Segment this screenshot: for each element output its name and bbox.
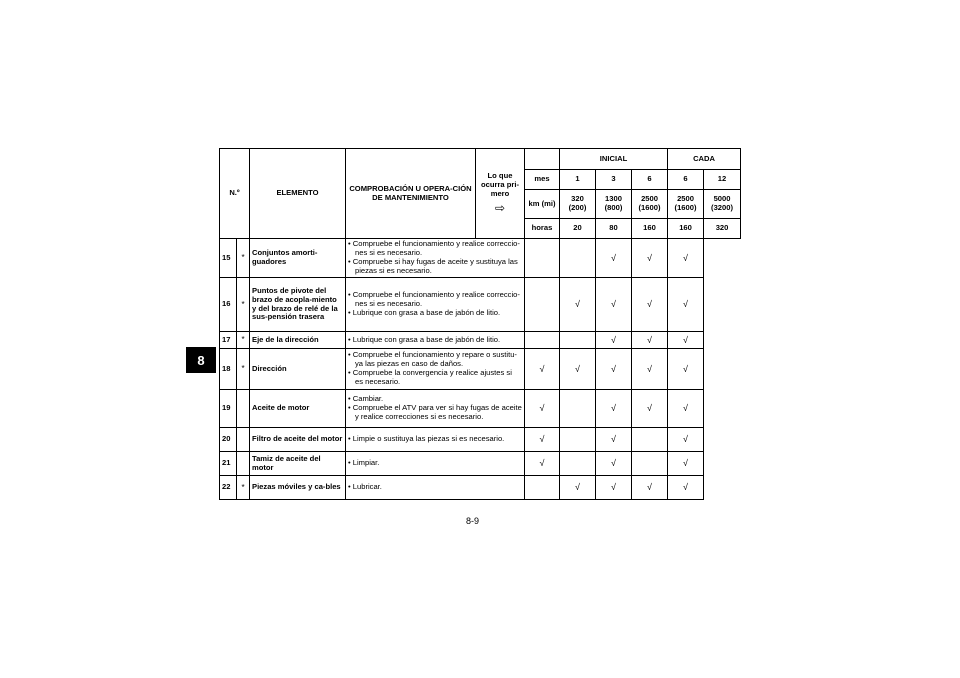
table-row [220,349,741,390]
check-mark: √ [596,390,632,428]
item-number: 21 [220,452,237,476]
check-mark: √ [668,278,704,332]
header-check: COMPROBACIÓN U OPERA-CIÓN DE MANTENIMIENTO [346,149,476,239]
item-element: Dirección [250,349,346,390]
check-mark: √ [632,349,668,390]
interval-value: 12 [704,170,741,190]
check-mark [632,452,668,476]
check-mark: √ [560,278,596,332]
header-first-label: Lo que ocurra pri-mero [481,171,519,198]
header-first [476,149,525,239]
item-actions [346,332,525,349]
action-bullet: • Compruebe el funcionamiento y realice correccio-nes si es necesario. [348,290,520,309]
check-mark [560,239,596,278]
asterisk-mark [237,452,250,476]
item-actions [346,390,525,428]
check-mark: √ [632,476,668,500]
table-row [220,452,741,476]
table-row [220,476,741,500]
table-row [220,428,741,452]
check-mark: √ [596,476,632,500]
interval-value: 1300 (800) [596,190,632,219]
item-element: Aceite de motor [250,390,346,428]
item-number: 17 [220,332,237,349]
check-mark [525,476,560,500]
asterisk-mark [237,428,250,452]
check-mark: √ [596,239,632,278]
item-element: Tamiz de aceite del motor [250,452,346,476]
check-mark [560,332,596,349]
check-mark: √ [596,452,632,476]
check-mark: √ [668,390,704,428]
check-mark: √ [596,332,632,349]
interval-value: 1 [560,170,596,190]
interval-value: 80 [596,219,632,239]
page-number: 8-9 [466,516,480,526]
check-mark [560,390,596,428]
check-mark: √ [525,452,560,476]
check-mark: √ [596,428,632,452]
item-element: Filtro de aceite del motor [250,428,346,452]
unit-label: mes [525,170,560,190]
check-mark: √ [632,278,668,332]
asterisk-mark: * [237,476,250,500]
action-bullet: • Lubricar. [348,482,382,492]
check-mark: √ [560,349,596,390]
check-mark [632,428,668,452]
table-row [220,278,741,332]
unit-label: horas [525,219,560,239]
action-bullet: • Cambiar. [348,394,384,404]
action-bullet: • Limpie o sustituya las piezas si es necesario. [348,434,505,444]
action-bullet: • Lubrique con grasa a base de jabón de litio. [348,334,501,344]
item-element: Puntos de pivote del brazo de acopla-miento y del brazo de relé de la sus-pensión trasera [250,278,346,332]
header-no: N.º [220,149,250,239]
header-blank [525,149,560,170]
header-every: CADA [668,149,741,170]
table-row [220,332,741,349]
item-number: 22 [220,476,237,500]
asterisk-mark [237,390,250,428]
header-element: ELEMENTO [250,149,346,239]
check-mark: √ [560,476,596,500]
action-bullet: • Lubrique con grasa a base de jabón de litio. [348,307,501,317]
action-bullet: • Compruebe si hay fugas de aceite y sustituya las piezas si es necesario. [348,257,518,275]
action-bullet: • Limpiar. [348,458,380,468]
interval-value: 6 [632,170,668,190]
action-bullet: • Compruebe el ATV para ver si hay fugas de aceite y realice correcciones si es necesario. [348,403,522,421]
check-mark [560,452,596,476]
interval-value: 160 [632,219,668,239]
check-mark: √ [668,428,704,452]
item-actions [346,476,525,500]
check-mark: √ [525,349,560,390]
interval-value: 2500 (1600) [668,190,704,219]
item-number: 19 [220,390,237,428]
interval-value: 6 [668,170,704,190]
check-mark [525,239,560,278]
check-mark: √ [668,239,704,278]
interval-value: 5000 (3200) [704,190,741,219]
section-tab: 8 [186,347,216,373]
interval-value: 320 [704,219,741,239]
interval-value: 20 [560,219,596,239]
item-number: 18 [220,349,237,390]
check-mark: √ [525,390,560,428]
item-actions [346,349,525,390]
asterisk-mark: * [237,332,250,349]
table-row [220,390,741,428]
item-actions [346,278,525,332]
item-element: Conjuntos amorti-guadores [250,239,346,278]
check-mark: √ [668,452,704,476]
item-number: 15 [220,239,237,278]
interval-value: 3 [596,170,632,190]
interval-value: 2500 (1600) [632,190,668,219]
check-mark: √ [632,390,668,428]
maintenance-table [219,148,741,500]
check-mark [560,428,596,452]
check-mark: √ [632,332,668,349]
action-bullet: • Compruebe la convergencia y realice ajustes si es necesario. [348,368,512,386]
item-actions [346,428,525,452]
item-actions [346,239,525,278]
right-arrow-icon: ⇨ [494,200,506,215]
action-bullet: • Compruebe el funcionamiento y repare o sustitu-ya las piezas en caso de daños. [348,350,517,369]
check-mark [525,332,560,349]
item-number: 16 [220,278,237,332]
asterisk-mark: * [237,278,250,332]
check-mark: √ [668,476,704,500]
header-initial: INICIAL [560,149,668,170]
item-element: Piezas móviles y ca-bles [250,476,346,500]
action-bullet: • Compruebe el funcionamiento y realice correccio-nes si es necesario. [348,239,520,258]
item-actions [346,452,525,476]
item-element: Eje de la dirección [250,332,346,349]
table-row [220,239,741,278]
check-mark [525,278,560,332]
interval-value: 160 [668,219,704,239]
interval-value: 320 (200) [560,190,596,219]
asterisk-mark: * [237,349,250,390]
check-mark: √ [668,349,704,390]
check-mark: √ [668,332,704,349]
check-mark: √ [525,428,560,452]
check-mark: √ [596,349,632,390]
check-mark: √ [632,239,668,278]
check-mark: √ [596,278,632,332]
asterisk-mark: * [237,239,250,278]
item-number: 20 [220,428,237,452]
unit-label: km (mi) [525,190,560,219]
